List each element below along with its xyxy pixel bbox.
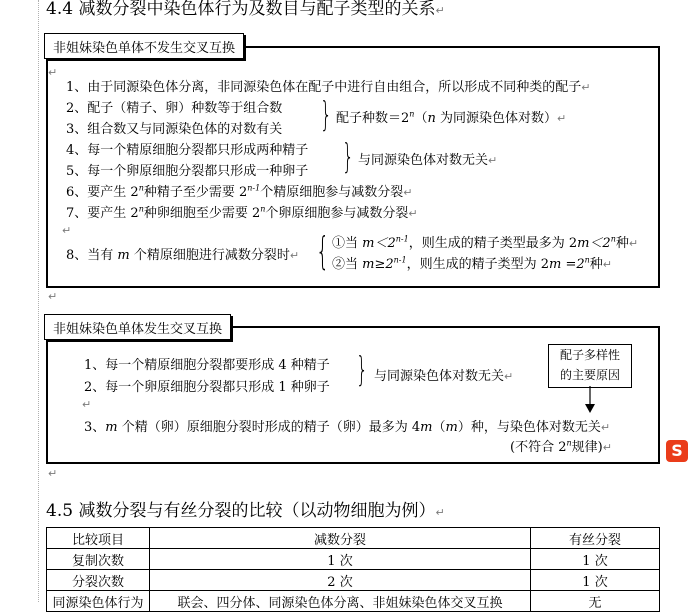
crossover-line-1: 1、每一个精原细胞分裂都要形成 4 种精子 [84,358,330,373]
table-cell: 1 次 [150,549,531,570]
para-mark: ↵ [48,66,58,79]
rule-line-8: 8、当有 m 个精原细胞进行减数分裂时↵ [66,248,300,263]
table-row [47,570,660,591]
sogou-logo-icon[interactable]: S [666,440,688,462]
comparison-table [46,527,660,612]
para-mark: ↵ [82,398,92,411]
rule-line-5: 5、每一个卵原细胞分裂都只形成一种卵子 [66,164,309,179]
unrelated-note-1: 与同源染色体对数无关↵ [358,153,498,168]
margin-rule [38,0,39,602]
arrow-down-icon [580,386,600,414]
table-cell: 1 次 [531,549,660,570]
case-1: ①当 $m<2^{n-1}$，则生成的精子类型最多为 $2m<2^n$种↵ [332,234,639,251]
table-row [47,549,660,570]
rule-line-1: 1、由于同源染色体分离，非同源染色体在配子中进行自由组合，所以形成不同种类的配子↵ [66,80,591,95]
table-header-row [47,528,660,549]
rule-line-6: 6、要产生 2$^n$种精子至少需要 2$^{n-1}$个精原细胞参与减数分裂↵ [66,183,413,200]
crossover-line-3: 3、m 个精（卵）原细胞分裂时形成的精子（卵）最多为 4m（m）种，与染色体对数无关↵ [84,420,611,435]
para-mark: ↵ [48,467,58,480]
table-row [47,591,660,612]
section-44-heading: 4.4 减数分裂中染色体行为及数目与配子类型的关系↵ [46,0,445,19]
brace-icon: } [342,137,354,177]
table-cell: 复制次数 [47,549,150,570]
rule-line-3: 3、组合数又与同源染色体的对数有关 [66,122,283,137]
case-2: ②当 $m\ge 2^{n-1}$，则生成的精子类型为 $2m =2^n$种↵ [332,255,613,272]
table-header-cell: 有丝分裂 [531,528,660,549]
table-cell: 无 [531,591,660,612]
brace-icon: } [356,350,368,390]
table-cell: 分裂次数 [47,570,150,591]
para-mark: ↵ [62,224,72,237]
box-crossover-tag: 非姐妹染色单体发生交叉互换 [44,314,231,340]
table-cell: 2 次 [150,570,531,591]
crossover-line-2: 2、每一个卵原细胞分裂都只形成 1 种卵子 [84,380,330,395]
unrelated-note-2: 与同源染色体对数无关↵ [374,369,514,384]
table-cell: 同源染色体行为 [47,591,150,612]
table-header-cell: 比较项目 [47,528,150,549]
rule-line-2: 2、配子（精子、卵）种数等于组合数 [66,101,283,116]
para-mark: ↵ [48,290,58,303]
table-header-cell: 减数分裂 [150,528,531,549]
rule-line-4: 4、每一个精原细胞分裂都只形成两种精子 [66,143,309,158]
rule-line-7: 7、要产生 2$^n$种卵细胞至少需要 2$^n$个卵原细胞参与减数分裂↵ [66,204,418,221]
diversity-reason-note: 配子多样性 的主要原因 [548,344,632,388]
table-cell: 1 次 [531,570,660,591]
gamete-count-formula: 配子种数$=2^n(n$ 为同源染色体对数）↵ [336,109,567,126]
brace-icon: } [320,95,332,135]
crossover-line-4: (不符合 2$^n$规律)↵ [510,438,612,455]
section-45-heading: 4.5 减数分裂与有丝分裂的比较（以动物细胞为例）↵ [46,501,445,521]
brace-open-icon: { [316,229,330,273]
table-cell: 联会、四分体、同源染色体分离、非姐妹染色体交叉互换 [150,591,531,612]
box-no-crossover-tag: 非姐妹染色单体不发生交叉互换 [44,33,244,59]
